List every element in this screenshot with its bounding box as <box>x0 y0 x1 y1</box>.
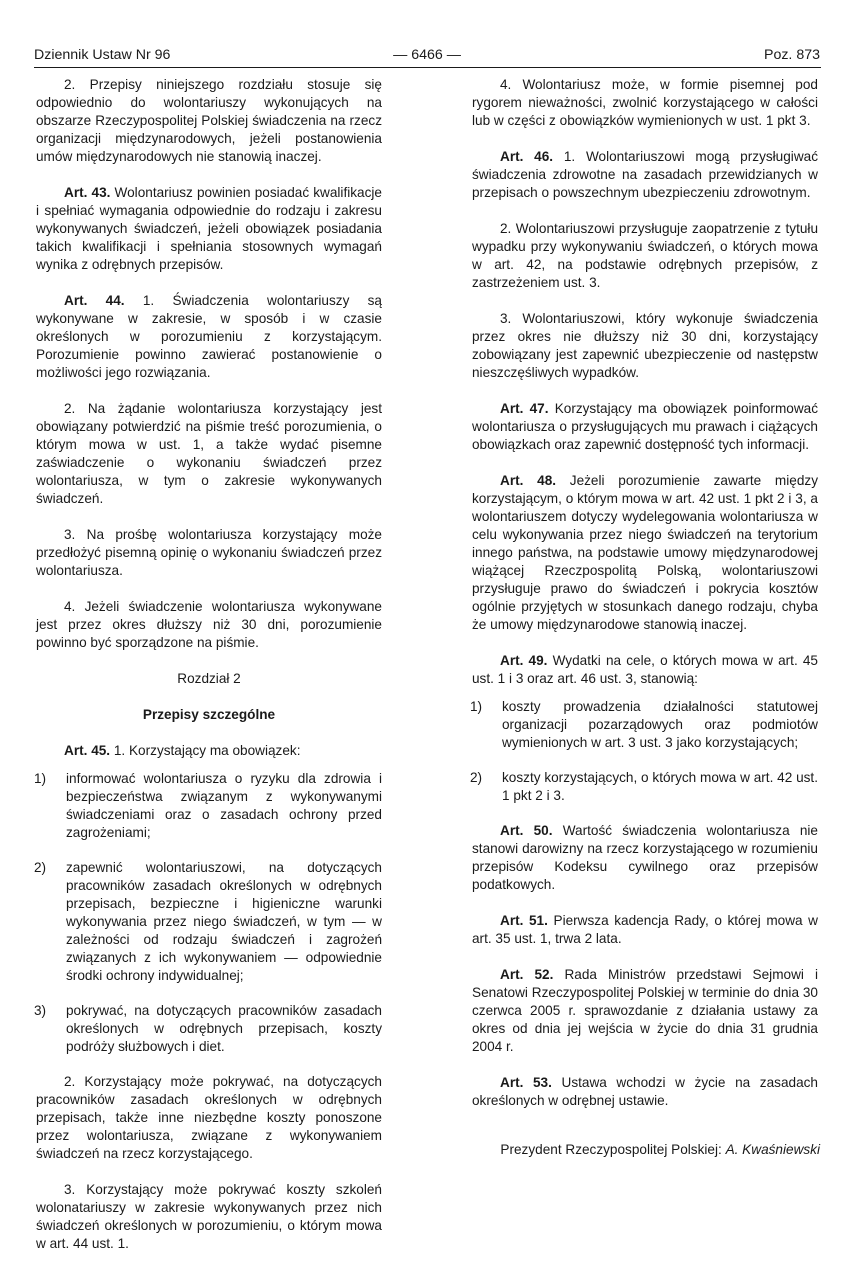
list-item-text: zapewnić wolontariuszowi, na dotyczących pracowników zasadach określonych w odrębnych przepisach, bezpieczne i higieniczne warunki wykonywania przez niego świadczeń, w tym — w zależności od rodzaju świadczeń i zagrożeń związanych z ich wykonywaniem — odpowiednie środki ochrony indywidualnej; <box>66 860 382 983</box>
chapter-heading: Rozdział 2 <box>177 671 241 686</box>
position-number: Poz. 873 <box>763 47 820 63</box>
article-48 <box>472 472 818 634</box>
list-item <box>472 698 818 752</box>
article-43-label: Art. 43. <box>64 185 111 200</box>
article-47 <box>472 400 818 454</box>
signature-line <box>450 1141 820 1159</box>
article-53-label: Art. 53. <box>500 1075 552 1090</box>
article-51-text: Pierwsza kadencja Rady, o której mowa w art. 35 ust. 1, trwa 2 lata. <box>472 913 818 946</box>
article-43-text: Wolontariusz powinien posiadać kwalifikacje i spełniać wymagania odpowiednie do rodzaju i zakresu wykonywanych świadczeń, jeżeli obowiązek posiadania takich kwalifikacji i spełniania stosownych wymagań wynika z odrębnych przepisów. <box>36 185 382 272</box>
list-item <box>36 770 382 842</box>
article-51-label: Art. 51. <box>500 913 548 928</box>
article-52 <box>472 966 818 1056</box>
article-49-lead: Wydatki na cele, o których mowa w art. 45 ust. 1 i 3 oraz art. 46 ust. 3, stanowią: <box>472 653 818 686</box>
article-48-label: Art. 48. <box>500 473 557 488</box>
article-52-text: Rada Ministrów przedstawi Sejmowi i Senatowi Rzeczypospolitej Polskiej w terminie do dnia 30 czerwca 2005 r. sprawozdanie z działania ustawy za okres od dnia jej wejścia w życie do dnia 31 grudnia 2004 r. <box>472 967 819 1054</box>
article-50 <box>472 822 818 894</box>
article-49 <box>472 652 818 688</box>
article-47-label: Art. 47. <box>500 401 549 416</box>
article-45-lead: 1. Korzystający ma obowiązek: <box>113 743 301 758</box>
paragraph-45-2: 2. Korzystający może pokrywać, na dotyczących pracowników zasadach określonych w odrębnych przepisach, także inne niezbędne koszty ponoszone przez wolontariusza, związane z wykonywaniem świadczeń na rzecz korzystającego. <box>36 1074 382 1161</box>
article-45-label: Art. 45. <box>64 743 111 758</box>
list-item-text: koszty korzystających, o których mowa w art. 42 ust. 1 pkt 2 i 3. <box>502 770 818 803</box>
list-item-number: 3) <box>34 1003 47 1018</box>
article-50-label: Art. 50. <box>500 823 553 838</box>
article-48-text: Jeżeli porozumienie zawarte między korzystającym, o którym mowa w art. 42 ust. 1 pkt 2 i 3, a wolontariuszem dotyczy wydelegowania wolontariusza w celu wykonywania przez niego świadczeń na terytorium innego państwa, na podstawie umowy międzynarodowej wiążącej Rzeczpospolitą Polską, wolontariuszowi przysługuje prawo do świadczeń i pokrycia kosztów ogólnie przyjętych w stosunkach danego rodzaju, chyba że umowy międzynarodowe stanowią inaczej. <box>472 473 818 632</box>
article-44-label: Art. 44. <box>64 293 125 308</box>
list-item-text: informować wolontariusza o ryzyku dla zdrowia i bezpieczeństwa związanym z wykonywanymi świadczeniami oraz o zasadach ochrony przed zagrożeniami; <box>66 771 382 840</box>
page-header <box>34 46 820 66</box>
list-item <box>472 769 818 805</box>
article-46 <box>472 148 818 202</box>
paragraph-44-4: 4. Jeżeli świadczenie wolontariusza wykonywane jest przez okres dłuższy niż 30 dni, porozumienie powinno być sporządzone na piśmie. <box>36 599 382 650</box>
header-divider <box>34 67 821 68</box>
list-item-number: 2) <box>470 770 483 785</box>
journal-title: Dziennik Ustaw Nr 96 <box>34 47 171 63</box>
paragraph-46-2: 2. Wolontariuszowi przysługuje zaopatrzenie z tytułu wypadku przy wykonywaniu świadczeń, o których mowa w art. 42, na podstawie odrębnych przepisów, z zastrzeżeniem ust. 3. <box>472 221 818 290</box>
paragraph-46-3: 3. Wolontariuszowi, który wykonuje świadczenia przez okres nie dłuższy niż 30 dni, korzystający zobowiązany jest zapewnić ubezpieczenie od następstw nieszczęśliwych wypadków. <box>472 311 818 380</box>
article-44 <box>36 292 382 382</box>
signature-name: A. Kwaśniewski <box>725 1142 820 1157</box>
article-44-text: 1. Świadczenia wolontariuszy są wykonywane w zakresie, w sposób i w czasie określonych w porozumieniu z korzystającym. Porozumienie powinno zawierać postanowienie o możliwości jego rozwiązania. <box>36 293 382 380</box>
paragraph-44-3: 3. Na prośbę wolontariusza korzystający może przedłożyć pisemną opinię o wykonaniu świadczeń przez wolontariusza. <box>36 527 382 578</box>
left-column <box>36 76 382 1271</box>
signature-label: Prezydent Rzeczypospolitej Polskiej: <box>500 1142 722 1157</box>
list-item-number: 1) <box>470 699 483 714</box>
chapter-title: Przepisy szczególne <box>142 707 276 722</box>
paragraph-45-3: 3. Korzystający może pokrywać koszty szkoleń wolonatariuszy w zakresie wykonywanych przez nich świadczeń określonych w porozumieniu, o którym mowa w art. 44 ust. 1. <box>36 1182 382 1251</box>
article-50-text: Wartość świadczenia wolontariusza nie stanowi darowizny na rzecz korzystającego w rozumieniu przepisów Kodeksu cywilnego oraz przepisów podatkowych. <box>472 823 818 892</box>
paragraph-42-2: 2. Przepisy niniejszego rozdziału stosuje się odpowiednio do wolontariuszy wykonujących na obszarze Rzeczypospolitej Polskiej świadczenia na rzecz organizacji międzynarodowych, jeżeli postanowienia umów międzynarodowych nie stanowią inaczej. <box>36 77 382 164</box>
list-item-number: 1) <box>34 771 47 786</box>
article-52-label: Art. 52. <box>500 967 554 982</box>
article-45 <box>36 742 382 760</box>
article-49-label: Art. 49. <box>500 653 548 668</box>
article-51 <box>472 912 818 948</box>
list-item-text: pokrywać, na dotyczących pracowników zasadach określonych w odrębnych przepisach, koszty podróży służbowych i diet. <box>66 1003 382 1054</box>
article-46-text: 1. Wolontariuszowi mogą przysługiwać świadczenia zdrowotne na zasadach przewidzianych w przepisach o powszechnym ubezpieczeniu zdrowotnym. <box>472 149 818 200</box>
article-46-label: Art. 46. <box>500 149 554 164</box>
list-item-number: 2) <box>34 860 47 875</box>
list-item <box>36 859 382 985</box>
article-53-text: Ustawa wchodzi w życie na zasadach określonych w odrębnej ustawie. <box>472 1075 818 1108</box>
list-item <box>36 1002 382 1056</box>
article-53 <box>472 1074 818 1110</box>
paragraph-44-2: 2. Na żądanie wolontariusza korzystający jest obowiązany potwierdzić na piśmie treść porozumienia, o którym mowa w ust. 1, a także wydać pisemne zaświadczenie o wykonaniu świadczeń przez wolontariusza, w tym o zakresie wykonywanych świadczeń. <box>36 401 382 506</box>
page-number: — 6466 — <box>393 47 461 63</box>
paragraph-45-4: 4. Wolontariusz może, w formie pisemnej pod rygorem nieważności, zwolnić korzystającego w całości lub w części z obowiązków wymienionych w ust. 1 pkt 3. <box>472 77 818 128</box>
list-item-text: koszty prowadzenia działalności statutowej organizacji pozarządowych oraz podmiotów wymienionych w art. 3 ust. 3 jako korzystających; <box>502 699 818 750</box>
article-43 <box>36 184 382 274</box>
right-column <box>472 76 818 1128</box>
article-47-text: Korzystający ma obowiązek poinformować wolontariusza o przysługujących mu prawach i ciążących obowiązkach oraz zapewnić dostępność tych informacji. <box>472 401 819 452</box>
